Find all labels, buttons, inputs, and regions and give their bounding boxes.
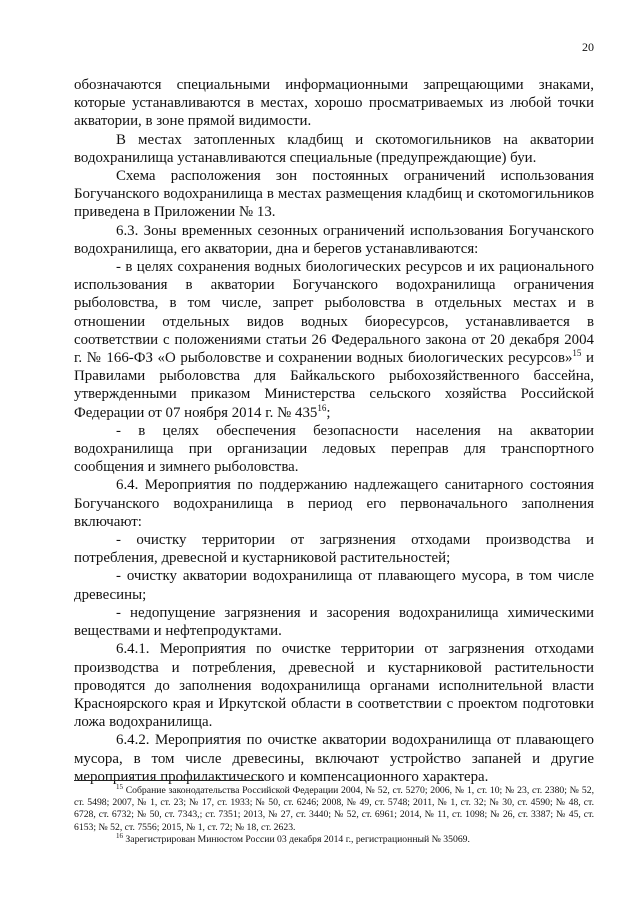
footnote-ref-15[interactable]: 15	[572, 348, 582, 359]
paragraph-text: и Правилами рыболовства для Байкальского рыбохозяйственного бассейна, утвержденными приказом Министерства сельского хозяйства Российской Федерации от 07 ноября 2014 г. № 435	[74, 350, 594, 421]
paragraph-continuation: обозначаются специальными информационными запрещающими знаками, которые устанавливаются в местах, хорошо просматриваемых из любой точки акватории, в зоне прямой видимости.	[74, 77, 594, 130]
footnote-mark: 15	[116, 783, 123, 791]
document-body	[74, 76, 594, 786]
footnote-16	[74, 831, 594, 846]
list-item-territory-cleaning: - очистку территории от загрязнения отходами производства и потребления, древесной и кустарниковой растительностей;	[74, 532, 594, 567]
paragraph-scheme-reference: Схема расположения зон постоянных ограничений использования Богучанского водохранилища в местах размещения кладбищ и скотомогильников приведена в Приложении № 13.	[74, 168, 594, 221]
list-item-water-cleaning: - очистку акватории водохранилища от плавающего мусора, в том числе древесины;	[74, 568, 594, 603]
paragraph-section-6-4-1: 6.4.1. Мероприятия по очистке территории от загрязнения отходами производства и потребления, древесной и кустарниковой растительности проводятся до заполнения водохранилища органами исполнительной власти Красноярского края и Иркутской области в соответствии с проектом подготовки ложа водохранилища.	[74, 641, 594, 731]
paragraph-text: ;	[326, 404, 331, 421]
paragraph-text: - в целях сохранения водных биологических ресурсов и их рационального использования в акватории Богучанского водохранилища ограничения рыболовства, в том числе, запрет рыболовства в отдельных местах и в отношении отдельных видов водных биоресурсов, устанавливается в соответствии с положениями статьи 26 Федерального закона от 20 декабря 2004 г. № 166-ФЗ «О рыболовстве и сохранении водных биологических ресурсов»	[74, 259, 594, 367]
footnote-15	[74, 785, 594, 834]
paragraph-section-6-4-2: 6.4.2. Мероприятия по очистке акватории водохранилища от плавающего мусора, в том числе древесины, включают устройство запаней и другие мероприятия профилактического и компенсационного характера.	[74, 732, 594, 785]
paragraph-section-6-4: 6.4. Мероприятия по поддержанию надлежащего санитарного состояния Богучанского водохранилища в период его первоначального заполнения включают:	[74, 477, 594, 530]
footnote-text: Зарегистрирован Минюстом России 03 декабря 2014 г., регистрационный № 35069.	[123, 833, 470, 845]
paragraph-fishing-restrictions	[74, 258, 594, 422]
footnote-ref-16[interactable]: 16	[317, 402, 327, 413]
paragraph-buoys: В местах затопленных кладбищ и скотомогильников на акватории водохранилища устанавливаются специальные (предупреждающие) буи.	[74, 131, 594, 166]
paragraph-section-6-3: 6.3. Зоны временных сезонных ограничений использования Богучанского водохранилища, его акватории, дна и берегов устанавливаются:	[74, 222, 594, 257]
footnotes	[74, 785, 594, 846]
list-item-pollution-prevention: - недопущение загрязнения и засорения водохранилища химическими веществами и нефтепродуктами.	[74, 604, 594, 640]
footnote-divider	[74, 780, 264, 781]
paragraph-ice-crossings: - в целях обеспечения безопасности населения на акватории водохранилища при организации ледовых переправ для транспортного сообщения и зимнего рыболовства.	[74, 422, 594, 476]
footnote-mark: 16	[116, 831, 123, 840]
footnote-text: Собрание законодательства Российской Федерации 2004, № 52, ст. 5270; 2006, № 1, ст. 10; № 23, ст. 2380; № 52, ст. 5498; 2007, № 1, ст. 23; № 17, ст. 1933; № 50, ст. 6246; 2008, № 49, ст. 5748; 2011, № 1, ст. 32; № 30, ст. 4590; № 48, ст. 6728, ст. 6732; № 50, ст. 7343,; ст. 7351; 2013, № 27, ст. 3440; № 52, ст. 6961; 2014, № 11, ст. 1098; № 26, ст. 3387; № 45, ст. 6153; № 52, ст. 7556; 2015, № 1, ст. 72; № 18, ст. 2623.	[74, 785, 594, 833]
page-number: 20	[582, 40, 594, 54]
